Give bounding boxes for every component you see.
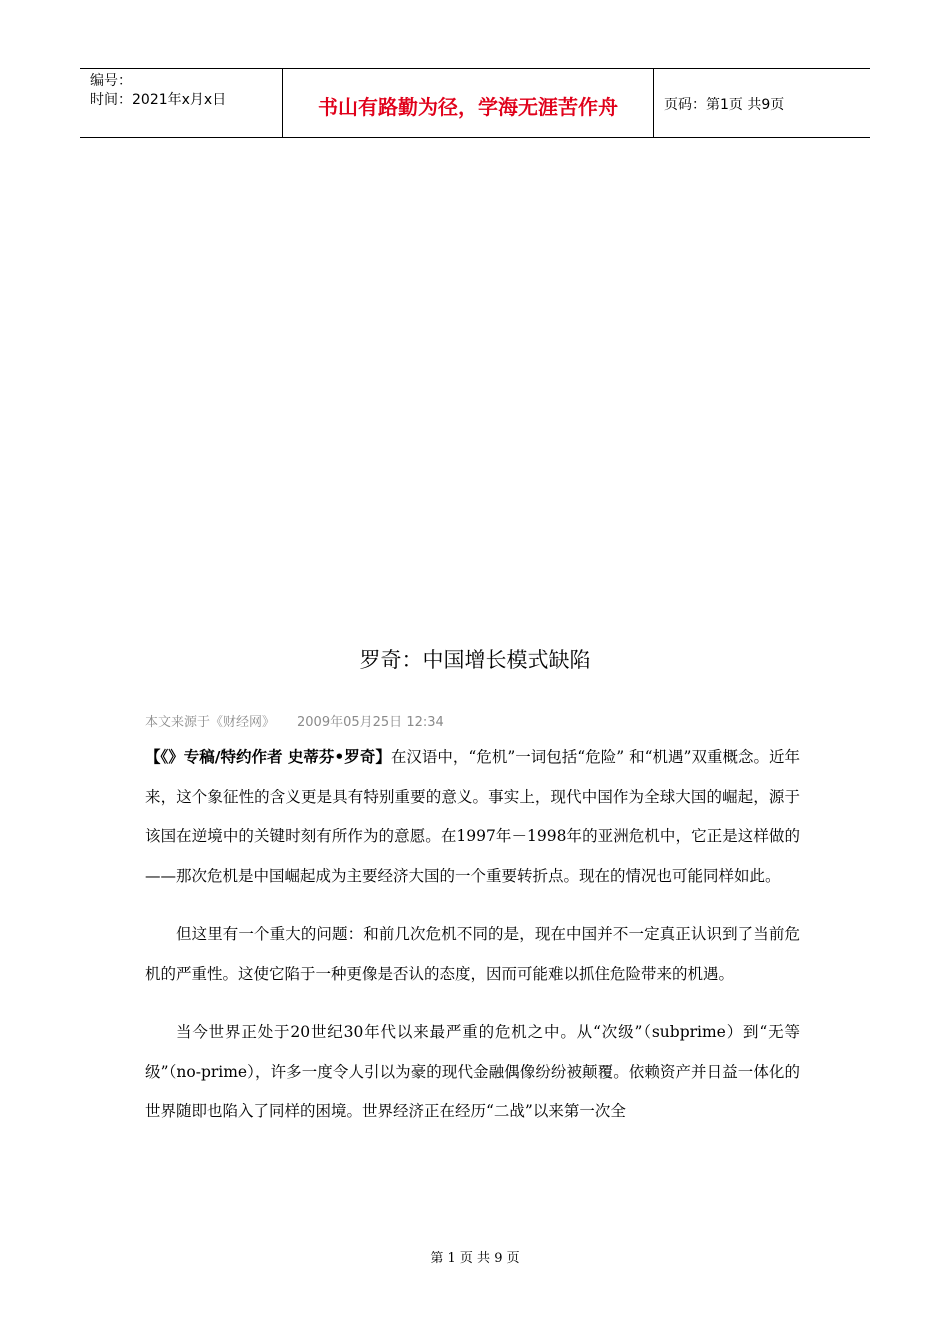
document-date-label: 时间：2021年x月x日 <box>90 92 227 108</box>
header-page-info: 页码：第1页 共9页 <box>664 97 785 113</box>
article-source-line <box>145 711 444 730</box>
article-datetime: 2009年05月25日 12:34 <box>297 715 444 730</box>
document-header <box>80 68 870 138</box>
article-paragraph-text: 在汉语中，“危机”一词包括“危险” 和“机遇”双重概念。近年来，这个象征性的含义更是具有特别重要的意义。事实上，现代中国作为全球大国的崛起，源于该国在逆境中的关键时刻有所作为的意愿。在1997年－1998年的亚洲危机中，它正是这样做的——那次危机是中国崛起成为主要经济大国的一个重要转折点。现在的情况也可能同样如此。 <box>145 748 800 885</box>
article-paragraph <box>145 738 800 896</box>
header-meta-cell <box>80 69 282 137</box>
document-number-label: 编号： <box>90 73 132 89</box>
article-byline: 【《》专稿/特约作者 史蒂芬•罗奇】 <box>145 748 391 766</box>
header-page-cell <box>654 69 870 137</box>
header-motto-cell <box>282 69 654 137</box>
page-footer: 第 1 页 共 9 页 <box>430 1251 520 1266</box>
article-source: 本文来源于《财经网》 <box>145 715 276 730</box>
article-title: 罗奇：中国增长模式缺陷 <box>359 648 591 672</box>
header-motto: 书山有路勤为径，学海无涯苦作舟 <box>318 94 618 119</box>
article-paragraph: 但这里有一个重大的问题：和前几次危机不同的是，现在中国并不一定真正认识到了当前危机的严重性。这使它陷于一种更像是否认的态度，因而可能难以抓住危险带来的机遇。 <box>145 925 800 983</box>
article-paragraph: 当今世界正处于20世纪30年代以来最严重的危机之中。从“次级”（subprime）到“无等级”（no-prime），许多一度令人引以为豪的现代金融偶像纷纷被颠覆。依赖资产并日益一体化的世界随即也陷入了同样的困境。世界经济正在经历“二战”以来第一次全 <box>145 1023 800 1120</box>
article-body <box>145 738 800 1151</box>
